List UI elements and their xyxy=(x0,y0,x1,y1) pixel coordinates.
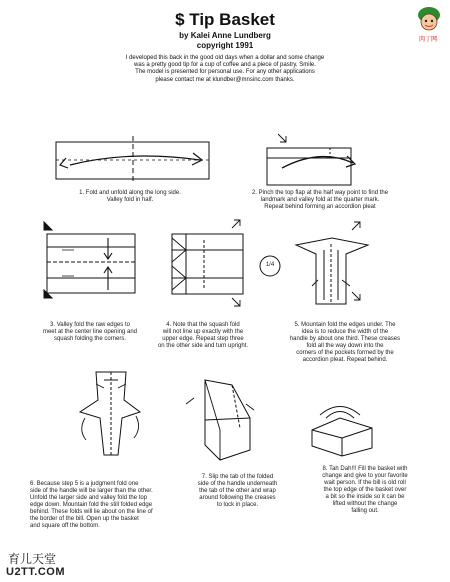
intro-line: was a pretty good tip for a cup of coffee and a piece of pastry. Smile. xyxy=(134,62,316,69)
intro-line: I developed this back in the good old days when a dollar and some change xyxy=(125,55,325,61)
step8-diagram xyxy=(312,407,372,457)
step5-diagram xyxy=(296,222,368,304)
author-line: by Kalei Anne Lundberg xyxy=(179,31,271,40)
step4-diagram xyxy=(172,220,243,306)
intro-line: please contact me at klundber@mnsinc.com thanks. xyxy=(155,76,295,83)
step2-diagram xyxy=(267,134,355,185)
step-1-caption: 1. Fold and unfold along the long side. Valley fold in half. xyxy=(79,190,181,203)
step-2-caption: 2. Pinch the top flap at the half way point to find the landmark and valley fold at the quarter mark. Repeat behind forming an accordion pleat xyxy=(251,190,389,210)
step7-diagram xyxy=(186,380,254,460)
step-3-caption: 3. Valley fold the raw edges to meet at the center line opening and squash folding the corners. xyxy=(42,322,138,342)
step-6-caption: 6. Because step 5 is a judgment fold one side of the handle will be larger than the other. Unfold the larger side and valley fold the top edge down. Mountain fold the still folded edge behind. These folds will lie about on the line of the border of the bill. Open up the basket and square off the bottom. xyxy=(30,481,153,529)
logo-label: 肉丁网 xyxy=(418,37,437,43)
watermark-site-cn: 育儿天堂 xyxy=(8,552,57,566)
watermark-site-url: U2TT.COM xyxy=(6,566,65,578)
step-8-caption: 8. Tah Dah!!! Fill the basket with change and give to your favorite wait person. If the bill is old roll the top edge of the basket over a bit so the inside so it can be lifted without the change falling out. xyxy=(322,466,408,514)
copyright-line: copyright 1991 xyxy=(196,41,254,50)
intro-line: The model is presented for personal use. For any other applications xyxy=(135,69,315,76)
step1-diagram xyxy=(56,136,209,184)
quarter-turn-label: 1/4 xyxy=(265,262,275,268)
page-title: $ Tip Basket xyxy=(175,10,275,29)
step3-diagram xyxy=(44,222,135,298)
step-7-caption: 7. Slip the tab of the folded side of the handle underneath the tab of the other and wrap around following the creases to lock in place. xyxy=(197,474,278,508)
step-5-caption: 5. Mountain fold the edges under. The idea is to reduce the width of the handle by about one third. These creases fold all the way down into the corners of the pockets formed by the accordion pleat. Repeat behind. xyxy=(289,322,401,363)
step-4-caption: 4. Note that the squash fold will not line up exactly with the upper edge. Repeat step three on the other side and turn upright. xyxy=(157,322,249,349)
step6-diagram xyxy=(80,372,140,455)
